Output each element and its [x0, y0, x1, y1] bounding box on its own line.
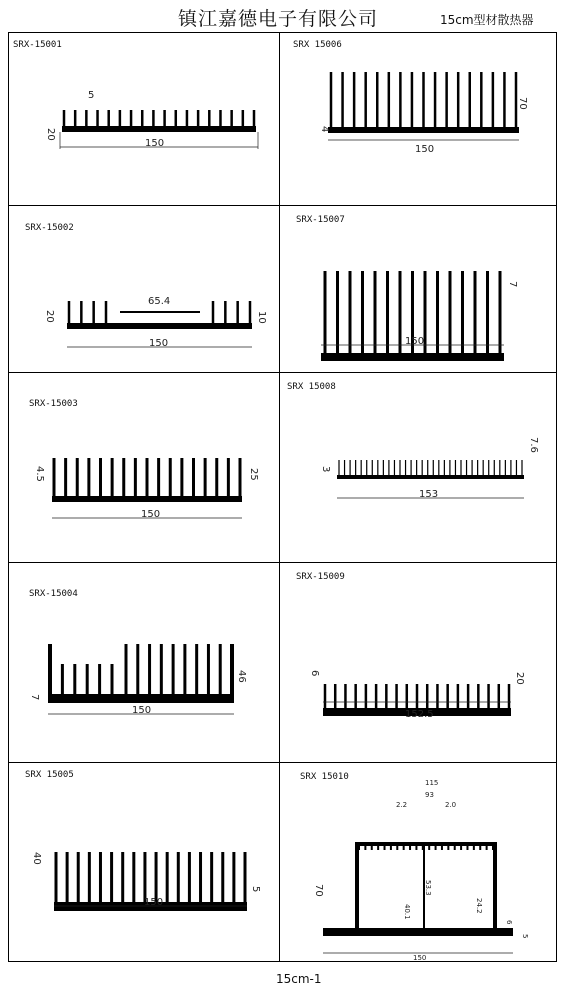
- fin: [355, 460, 356, 475]
- fin: [521, 460, 522, 475]
- profile-cell: [279, 32, 556, 205]
- dimension-width: 150: [413, 954, 427, 962]
- fin: [175, 110, 178, 126]
- heatsink-profile: [62, 110, 256, 132]
- profile-sheet: [8, 32, 557, 962]
- fin: [449, 460, 450, 475]
- fin: [239, 458, 242, 496]
- fin: [499, 271, 502, 353]
- fin: [446, 684, 449, 708]
- side-wall: [355, 842, 359, 928]
- fin: [466, 460, 467, 475]
- side-wall: [493, 842, 497, 928]
- fin: [411, 72, 414, 127]
- fin: [166, 852, 169, 902]
- fin: [361, 460, 362, 475]
- side-wall: [230, 644, 234, 694]
- fin: [242, 110, 245, 126]
- dimension-width: 153: [419, 489, 439, 500]
- dimension-width: 150: [415, 144, 435, 155]
- fin: [99, 458, 102, 496]
- fin: [132, 852, 135, 902]
- fin: [436, 684, 439, 708]
- fin: [204, 458, 207, 496]
- fin: [477, 684, 480, 708]
- fin: [146, 458, 149, 496]
- fin: [364, 72, 367, 127]
- side-wall: [48, 644, 52, 694]
- company-title: 镇江嘉德电子有限公司: [178, 8, 379, 30]
- fin: [473, 846, 475, 850]
- fin: [503, 72, 506, 127]
- fin: [186, 110, 189, 126]
- fin: [447, 846, 449, 850]
- fin: [61, 664, 64, 694]
- profile-drawing: [8, 762, 279, 961]
- fin: [76, 458, 79, 496]
- fin: [375, 684, 378, 708]
- profile-cell: [8, 562, 279, 762]
- fin: [324, 271, 327, 353]
- profile-cell: [8, 372, 279, 562]
- base-plate: [62, 126, 256, 132]
- fin: [188, 852, 191, 902]
- fin: [409, 846, 411, 850]
- fin: [433, 460, 434, 475]
- fin: [444, 460, 445, 475]
- fin: [121, 852, 124, 902]
- sheet-border-right: [556, 32, 557, 962]
- dimension-fin-gap: 5: [88, 90, 95, 101]
- fin: [488, 460, 489, 475]
- profile-cell: [8, 762, 279, 961]
- fin: [422, 846, 424, 850]
- fin: [415, 846, 417, 850]
- fin: [98, 664, 101, 694]
- fin: [436, 271, 439, 353]
- fin: [96, 110, 99, 126]
- sheet-border-bottom: [8, 961, 557, 962]
- fin: [197, 110, 200, 126]
- fin: [230, 110, 233, 126]
- fin: [426, 684, 429, 708]
- catalog-subtitle: 15cm型材散热器: [440, 13, 534, 27]
- fin: [469, 72, 472, 127]
- fin: [334, 684, 337, 708]
- fin: [422, 72, 425, 127]
- fin: [474, 271, 477, 353]
- fin: [386, 271, 389, 353]
- fin: [143, 852, 146, 902]
- fin: [53, 458, 56, 496]
- fin: [353, 72, 356, 127]
- dimension-width: 150: [141, 509, 161, 520]
- dimension-width: 152.5: [405, 709, 434, 720]
- dimension-base: 7: [29, 694, 40, 701]
- profile-drawing: [279, 372, 556, 562]
- fin: [410, 460, 411, 475]
- profile-id: SRX-15007: [296, 215, 345, 225]
- dimension-base: 4: [319, 126, 330, 133]
- fin: [457, 72, 460, 127]
- fin: [406, 684, 409, 708]
- fin: [449, 271, 452, 353]
- fin: [180, 458, 183, 496]
- profile-id: SRX-15003: [29, 399, 78, 409]
- fin: [148, 644, 151, 694]
- dimension-height: 20: [514, 672, 525, 685]
- fin: [399, 460, 400, 475]
- fin: [66, 852, 69, 902]
- fin: [499, 460, 500, 475]
- profile-drawing: [8, 562, 279, 762]
- fin: [141, 110, 144, 126]
- fin: [73, 664, 76, 694]
- profile-id: SRX-15009: [296, 572, 345, 582]
- dimension-height: 70: [313, 884, 324, 897]
- fin: [249, 301, 252, 323]
- dimension-base: 4.5: [34, 466, 45, 482]
- fin: [208, 110, 211, 126]
- fin: [199, 852, 202, 902]
- fin: [336, 271, 339, 353]
- fin: [195, 644, 198, 694]
- fin: [416, 684, 419, 708]
- base-plate: [67, 323, 252, 329]
- fin: [364, 846, 366, 850]
- dimension-span-a: 2.2: [396, 801, 408, 809]
- dimension-height: 7: [507, 281, 518, 288]
- fin: [111, 664, 114, 694]
- fin: [134, 458, 137, 496]
- fin: [358, 846, 360, 850]
- fin: [377, 846, 379, 850]
- fin: [64, 458, 67, 496]
- dimension-height: 20: [45, 128, 56, 141]
- fin: [227, 458, 230, 496]
- center-ridge: [120, 311, 200, 313]
- fin: [85, 110, 88, 126]
- fin: [253, 110, 256, 126]
- fin: [88, 852, 91, 902]
- fin: [130, 110, 133, 126]
- fin: [105, 301, 108, 323]
- fin: [349, 460, 350, 475]
- fin: [99, 852, 102, 902]
- dimension-outer: 115: [425, 779, 439, 787]
- dimension-height: 46: [236, 670, 247, 683]
- fin: [212, 301, 215, 323]
- fin: [244, 852, 247, 902]
- fin: [396, 846, 398, 850]
- base-plate: [328, 127, 519, 133]
- fin: [510, 460, 511, 475]
- profile-drawing: [279, 32, 556, 205]
- fin: [77, 852, 80, 902]
- fin: [122, 458, 125, 496]
- fin: [169, 458, 172, 496]
- profile-cell: [279, 562, 556, 762]
- fin: [361, 271, 364, 353]
- fin: [366, 460, 367, 475]
- base-plate: [48, 694, 234, 703]
- dimension-side: 10: [256, 311, 267, 324]
- fin: [438, 460, 439, 475]
- fin: [445, 72, 448, 127]
- profile-cell: [8, 32, 279, 205]
- fin: [479, 846, 481, 850]
- fin: [428, 846, 430, 850]
- profile-id: SRX-15001: [13, 40, 62, 50]
- dimension-width: 150: [144, 897, 164, 908]
- fin: [55, 852, 58, 902]
- fin: [434, 72, 437, 127]
- fin: [388, 460, 389, 475]
- heatsink-profile: [52, 458, 242, 502]
- fin: [477, 460, 478, 475]
- dimension-span-b: 2.0: [445, 801, 457, 809]
- dimension-height: 25: [248, 468, 259, 481]
- fin: [157, 458, 160, 496]
- fin: [394, 460, 395, 475]
- profile-id: SRX 15005: [25, 770, 74, 780]
- fin: [210, 852, 213, 902]
- fin: [461, 271, 464, 353]
- dimension-base: 6: [505, 920, 513, 925]
- fin: [183, 644, 186, 694]
- fin: [349, 271, 352, 353]
- dimension-center-gap: 65.4: [148, 296, 171, 307]
- heatsink-profile: [48, 644, 234, 703]
- fin: [155, 852, 158, 902]
- fin: [467, 684, 470, 708]
- fin: [219, 644, 222, 694]
- fin: [388, 72, 391, 127]
- fin: [508, 684, 511, 708]
- dimension-inner: 93: [425, 791, 434, 799]
- fin: [224, 301, 227, 323]
- fin: [385, 684, 388, 708]
- fin: [354, 684, 357, 708]
- fin: [192, 458, 195, 496]
- dimension-c: 5: [521, 934, 529, 939]
- fin: [377, 460, 378, 475]
- fin: [427, 460, 428, 475]
- fin: [110, 852, 113, 902]
- fin: [160, 644, 163, 694]
- fin: [454, 846, 456, 850]
- fin: [344, 460, 345, 475]
- fin: [471, 460, 472, 475]
- fin: [330, 72, 333, 127]
- fin: [365, 684, 368, 708]
- fin: [376, 72, 379, 127]
- base-plate: [323, 928, 513, 936]
- profile-drawing: [8, 205, 279, 372]
- fin: [399, 72, 402, 127]
- fin: [416, 460, 417, 475]
- profile-cell: [279, 372, 556, 562]
- profile-id: SRX-15002: [25, 223, 74, 233]
- profile-drawing: [279, 562, 556, 762]
- fin: [399, 271, 402, 353]
- dimension-width: 150: [132, 705, 152, 716]
- fin: [215, 458, 218, 496]
- heatsink-profile: [323, 842, 513, 936]
- profile-drawing: [8, 372, 279, 562]
- dimension-side: 5: [250, 886, 261, 893]
- dimension-width: 150: [149, 338, 169, 349]
- fin: [236, 301, 239, 323]
- profile-drawing: [8, 32, 279, 205]
- fin: [516, 460, 517, 475]
- dimension-base: 3: [320, 466, 331, 473]
- fin: [422, 460, 423, 475]
- dimension-height: 20: [44, 310, 55, 323]
- fin: [403, 846, 405, 850]
- fin: [492, 72, 495, 127]
- base-plate: [52, 496, 242, 502]
- fin: [498, 684, 501, 708]
- fin: [405, 460, 406, 475]
- fin: [163, 110, 166, 126]
- fin: [374, 271, 377, 353]
- fin: [515, 72, 518, 127]
- fin: [486, 846, 488, 850]
- fin: [457, 684, 460, 708]
- fin: [119, 110, 122, 126]
- top-plate: [355, 842, 497, 846]
- fin: [466, 846, 468, 850]
- dimension-inner-height: 53.3: [424, 880, 432, 896]
- fin: [460, 846, 462, 850]
- fin: [219, 110, 222, 126]
- page-footer: 15cm-1: [276, 972, 322, 986]
- heatsink-profile: [328, 72, 519, 133]
- dimension-height: 7.6: [528, 437, 539, 453]
- fin: [486, 271, 489, 353]
- fin: [92, 301, 95, 323]
- fin: [344, 684, 347, 708]
- fin: [341, 72, 344, 127]
- fin: [111, 458, 114, 496]
- fin: [207, 644, 210, 694]
- fin: [68, 301, 71, 323]
- fin: [107, 110, 110, 126]
- fin: [435, 846, 437, 850]
- profile-drawing: [279, 205, 556, 372]
- fin: [505, 460, 506, 475]
- profile-cell: [279, 762, 556, 961]
- profile-id: SRX 15006: [293, 40, 342, 50]
- fin: [63, 110, 66, 126]
- fin: [460, 460, 461, 475]
- dimension-base: 6: [309, 670, 320, 677]
- heatsink-profile: [337, 460, 524, 479]
- fin: [390, 846, 392, 850]
- fin: [480, 72, 483, 127]
- fin: [384, 846, 386, 850]
- dimension-bar: 40.1: [403, 904, 411, 920]
- fin: [87, 458, 90, 496]
- fin: [324, 684, 327, 708]
- fin: [152, 110, 155, 126]
- fin: [372, 460, 373, 475]
- dimension-width: 150: [145, 138, 165, 149]
- profile-id: SRX-15004: [29, 589, 78, 599]
- fin: [136, 644, 139, 694]
- fin: [74, 110, 77, 126]
- fin: [172, 644, 175, 694]
- dimension-width: 150: [405, 336, 425, 347]
- base-plate: [337, 475, 524, 479]
- profile-cell: [279, 205, 556, 372]
- fin: [483, 460, 484, 475]
- fin: [383, 460, 384, 475]
- dimension-height: 70: [517, 97, 528, 110]
- fin: [455, 460, 456, 475]
- fin: [232, 852, 235, 902]
- fin: [492, 846, 494, 850]
- fin: [86, 664, 89, 694]
- dimension-side: 24.2: [475, 898, 483, 914]
- fin: [338, 460, 339, 475]
- fin: [494, 460, 495, 475]
- profile-id: SRX 15010: [300, 772, 349, 782]
- fin: [395, 684, 398, 708]
- fin: [487, 684, 490, 708]
- dimension-height: 40: [31, 852, 42, 865]
- fin: [177, 852, 180, 902]
- profile-drawing: [279, 762, 556, 961]
- fin: [80, 301, 83, 323]
- fin: [441, 846, 443, 850]
- fin: [221, 852, 224, 902]
- profile-id: SRX 15008: [287, 382, 336, 392]
- heatsink-profile: [321, 271, 504, 361]
- fin: [125, 644, 128, 694]
- profile-cell: [8, 205, 279, 372]
- base-plate: [321, 353, 504, 361]
- fin: [371, 846, 373, 850]
